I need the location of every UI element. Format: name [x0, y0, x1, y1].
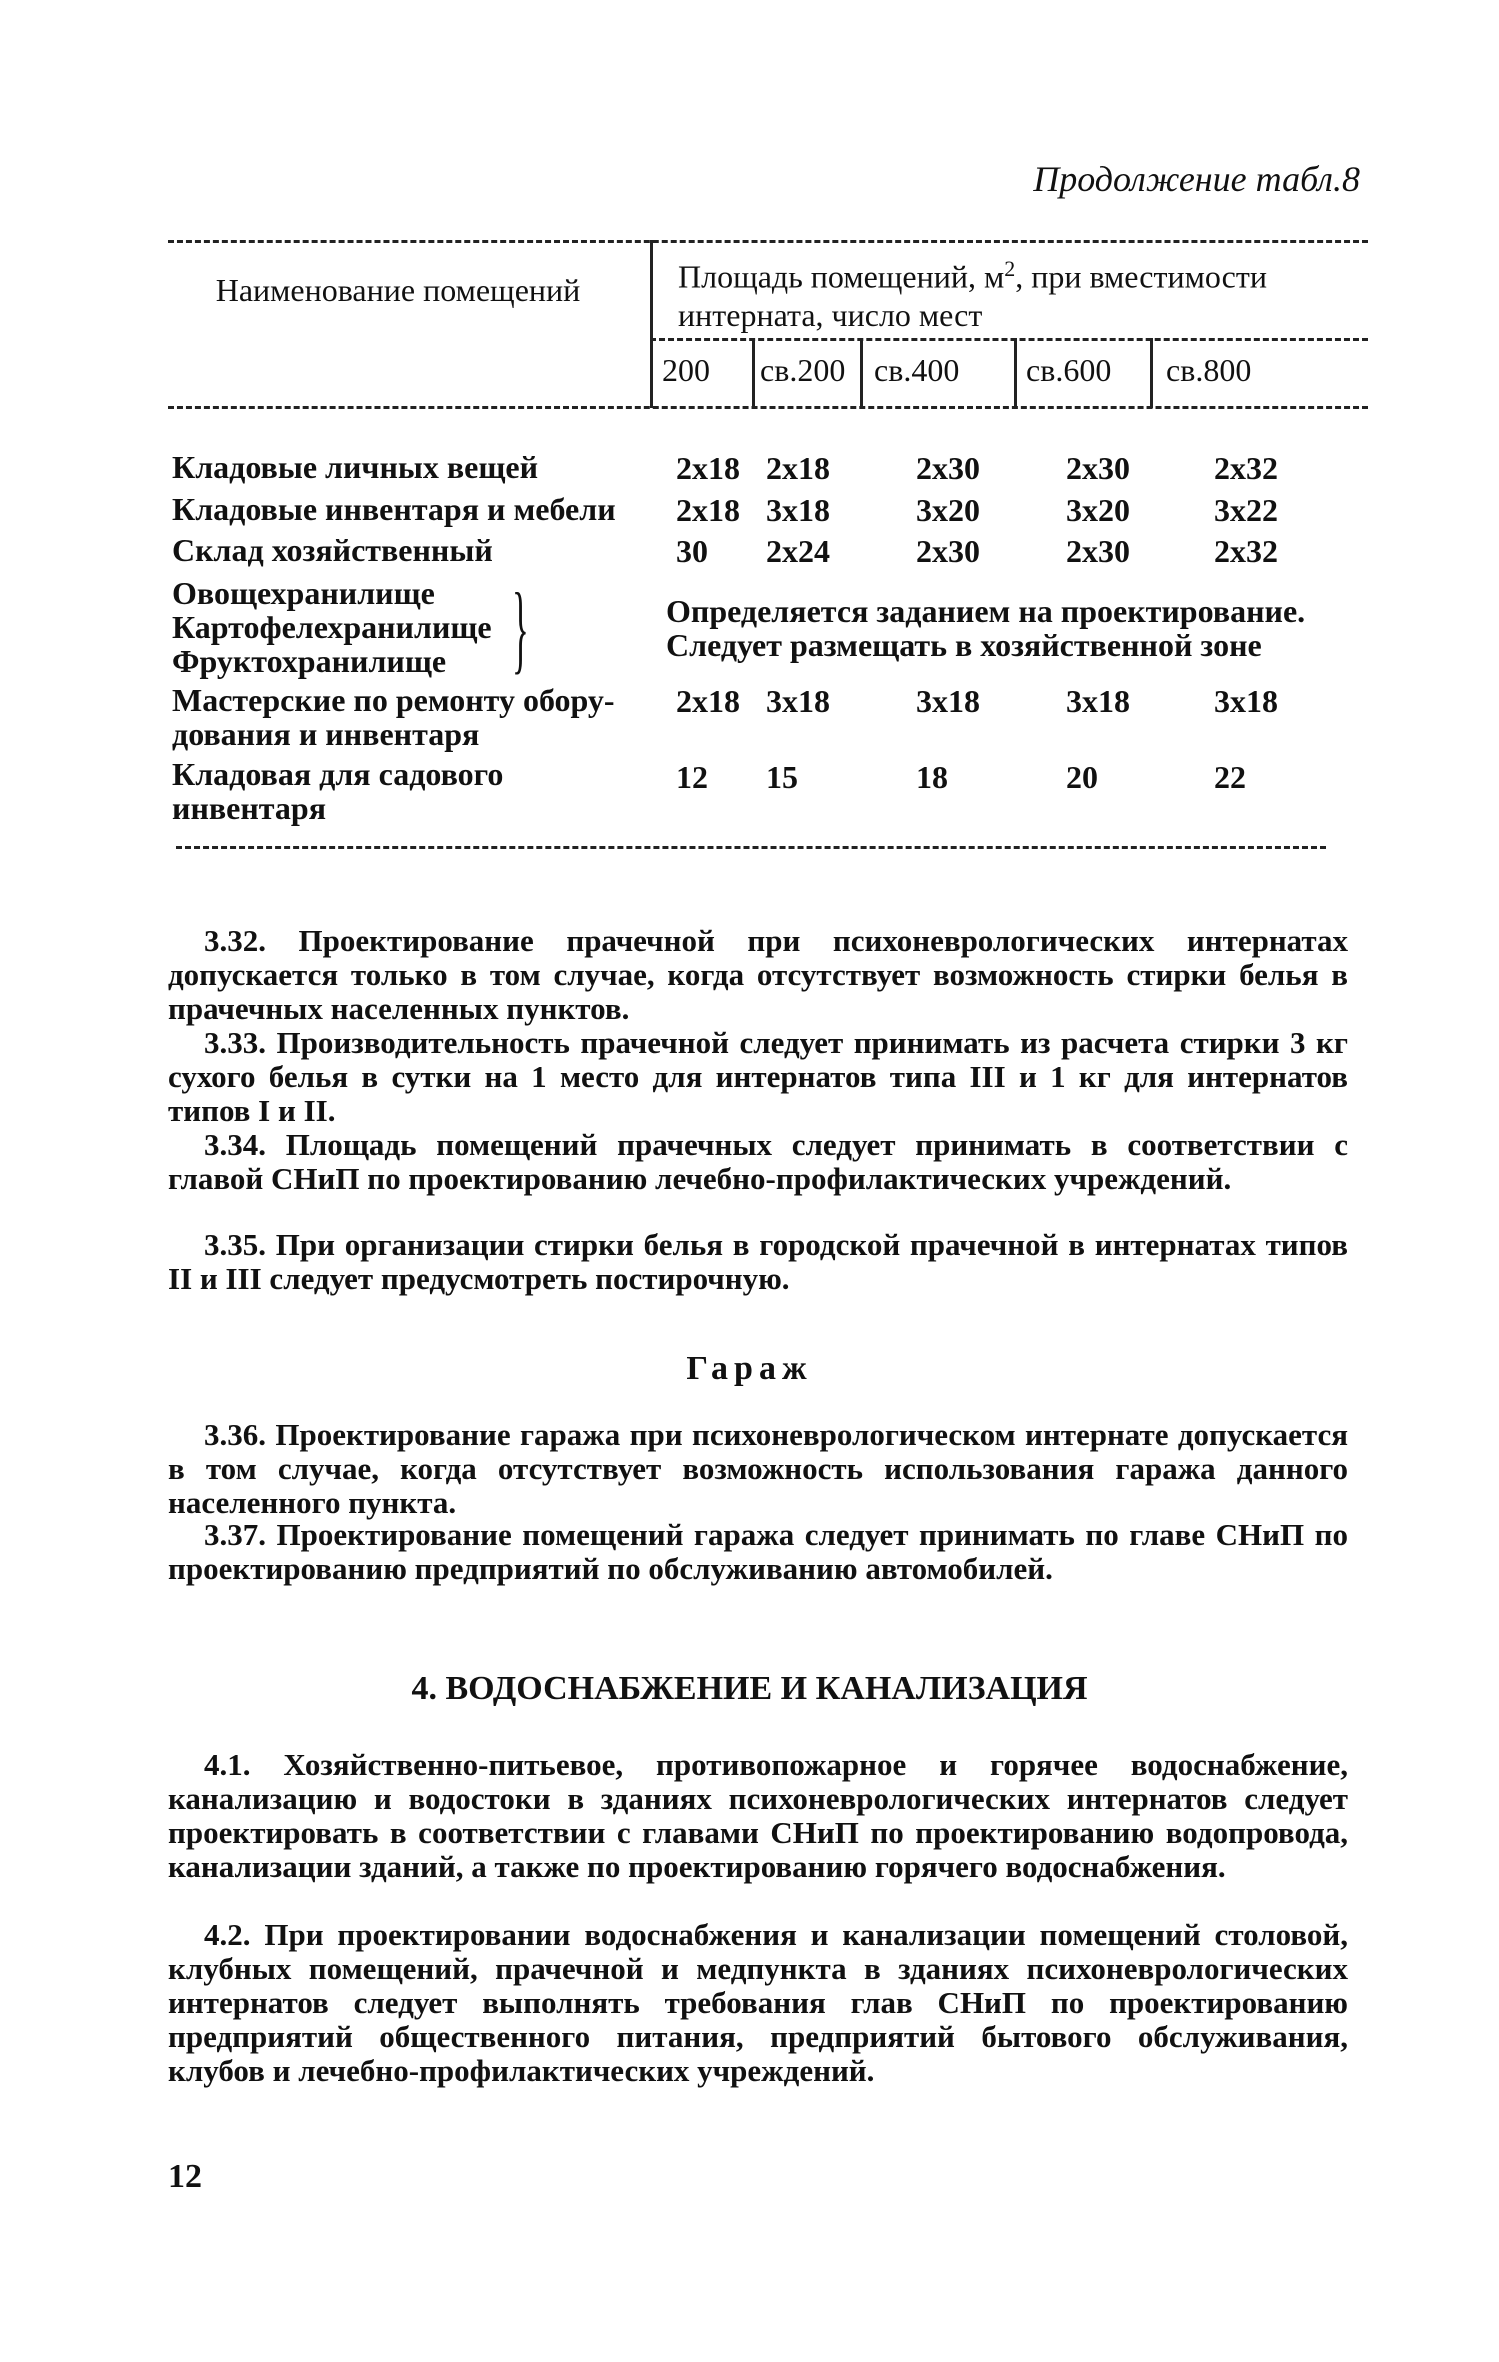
- paragraph-3-34: 3.34. Площадь помещений прачечных следует принимать в соответствии с главой СНиП по проектированию лечебно-профилактических учреждений.: [168, 1127, 1348, 1196]
- table-cell: 2х18: [766, 450, 830, 486]
- paragraph-3-33: 3.33. Производительность прачечной следует принимать из расчета стирки 3 кг сухого белья в сутки на 1 место для интернатов типа III и 1 кг для интернатов типов I и II.: [168, 1025, 1348, 1128]
- paragraph-3-32: 3.32. Проектирование прачечной при психоневрологических интернатах допускается только в том случае, когда отсутствует возможность стирки белья в прачечных населенных пунктов.: [168, 923, 1348, 1026]
- table-cell: 2х24: [766, 533, 830, 569]
- table-cell: 2х30: [916, 533, 980, 569]
- paragraph-3-37: 3.37. Проектирование помещений гаража следует принимать по главе СНиП по проектированию предприятий по обслуживанию автомобилей.: [168, 1517, 1348, 1586]
- table-cell: 3х18: [766, 683, 830, 719]
- continuation-title: Продолжение табл.8: [1033, 159, 1360, 199]
- table-cell: 20: [1066, 759, 1098, 795]
- page-number: 12: [168, 2158, 202, 2195]
- garage-heading: Гараж: [686, 1350, 813, 1387]
- table-row-label: Кладовая для садового инвентаря: [172, 756, 504, 826]
- table-cell: 2х32: [1214, 533, 1278, 569]
- column-header-area: Площадь помещений, $м^2$, при вместимости интерната, число мест: [678, 256, 1267, 333]
- table-cell: 3х18: [916, 683, 980, 719]
- table-cell: 30: [676, 533, 708, 569]
- table-cell: 3х18: [1214, 683, 1278, 719]
- column-header-800-plus: св.800: [1166, 352, 1252, 388]
- table-cell: 3х22: [1214, 492, 1278, 528]
- paragraph-3-36: 3.36. Проектирование гаража при психоневрологическом интернате допускается в том случае, когда отсутствует возможность использования гаража данного населенного пункта.: [168, 1417, 1348, 1520]
- table-row-label: Мастерские по ремонту обору- дования и инвентаря: [172, 682, 615, 752]
- table-cell: 3х20: [1066, 492, 1130, 528]
- paragraph-3-35: 3.35. При организации стирки белья в городской прачечной в интернатах типов II и III следует предусмотреть постирочную.: [168, 1227, 1348, 1296]
- paragraph-4-2: 4.2. При проектировании водоснабжения и канализации помещений столовой, клубных помещений, прачечной и медпункта в зданиях психоневрологических интернатов следует выполнять требования глав СНиП по проектированию предприятий общественного питания, предприятий бытового обслуживания, клубов и лечебно-профилактических учреждений.: [168, 1917, 1348, 2088]
- column-header-400-plus: св.400: [874, 352, 960, 388]
- table-cell: 2х18: [676, 492, 740, 528]
- table-cell: 3х18: [766, 492, 830, 528]
- table-top-rule: [168, 240, 1368, 243]
- table-bottom-rule: [176, 846, 1326, 849]
- table-cell: 2х30: [916, 450, 980, 486]
- column-header-200: 200: [662, 352, 710, 388]
- column-header-name: Наименование помещений: [215, 272, 581, 308]
- table-cell: 22: [1214, 759, 1246, 795]
- table-cell: 2х30: [1066, 533, 1130, 569]
- table-cell: 2х18: [676, 450, 740, 486]
- table-row-label: Кладовые инвентаря и мебели: [172, 491, 616, 527]
- table-cell: 12: [676, 759, 708, 795]
- header-bottom-rule: [168, 406, 1368, 409]
- subheader-rule: [650, 338, 1368, 341]
- paragraph-4-1: 4.1. Хозяйственно-питьевое, противопожарное и горячее водоснабжение, канализацию и водостоки в зданиях психоневрологических интернатов следует проектировать в соответствии с главами СНиП по проектированию водопровода, канализации зданий, а также по проектированию горячего водоснабжения.: [168, 1747, 1348, 1884]
- table-cell: 15: [766, 759, 798, 795]
- header-divider: [650, 240, 653, 408]
- column-header-600-plus: св.600: [1026, 352, 1112, 388]
- table-cell: 3х18: [1066, 683, 1130, 719]
- section-heading: 4. ВОДОСНАБЖЕНИЕ И КАНАЛИЗАЦИЯ: [411, 1670, 1088, 1707]
- brace-icon: }: [512, 572, 529, 683]
- table-row-label: Склад хозяйственный: [172, 532, 493, 568]
- table-cell: 2х18: [676, 683, 740, 719]
- table-row-label: Кладовые личных вещей: [172, 449, 539, 485]
- table-cell: 3х20: [916, 492, 980, 528]
- table-cell: 2х30: [1066, 450, 1130, 486]
- table-row-note: Определяется заданием на проектирование. Следует размещать в хозяйственной зоне: [666, 593, 1306, 663]
- table-cell: 18: [916, 759, 948, 795]
- table-row-label: Овощехранилище Картофелехранилище Фруктохранилище: [172, 575, 492, 679]
- column-header-200-plus: св.200: [760, 352, 846, 388]
- table-cell: 2х32: [1214, 450, 1278, 486]
